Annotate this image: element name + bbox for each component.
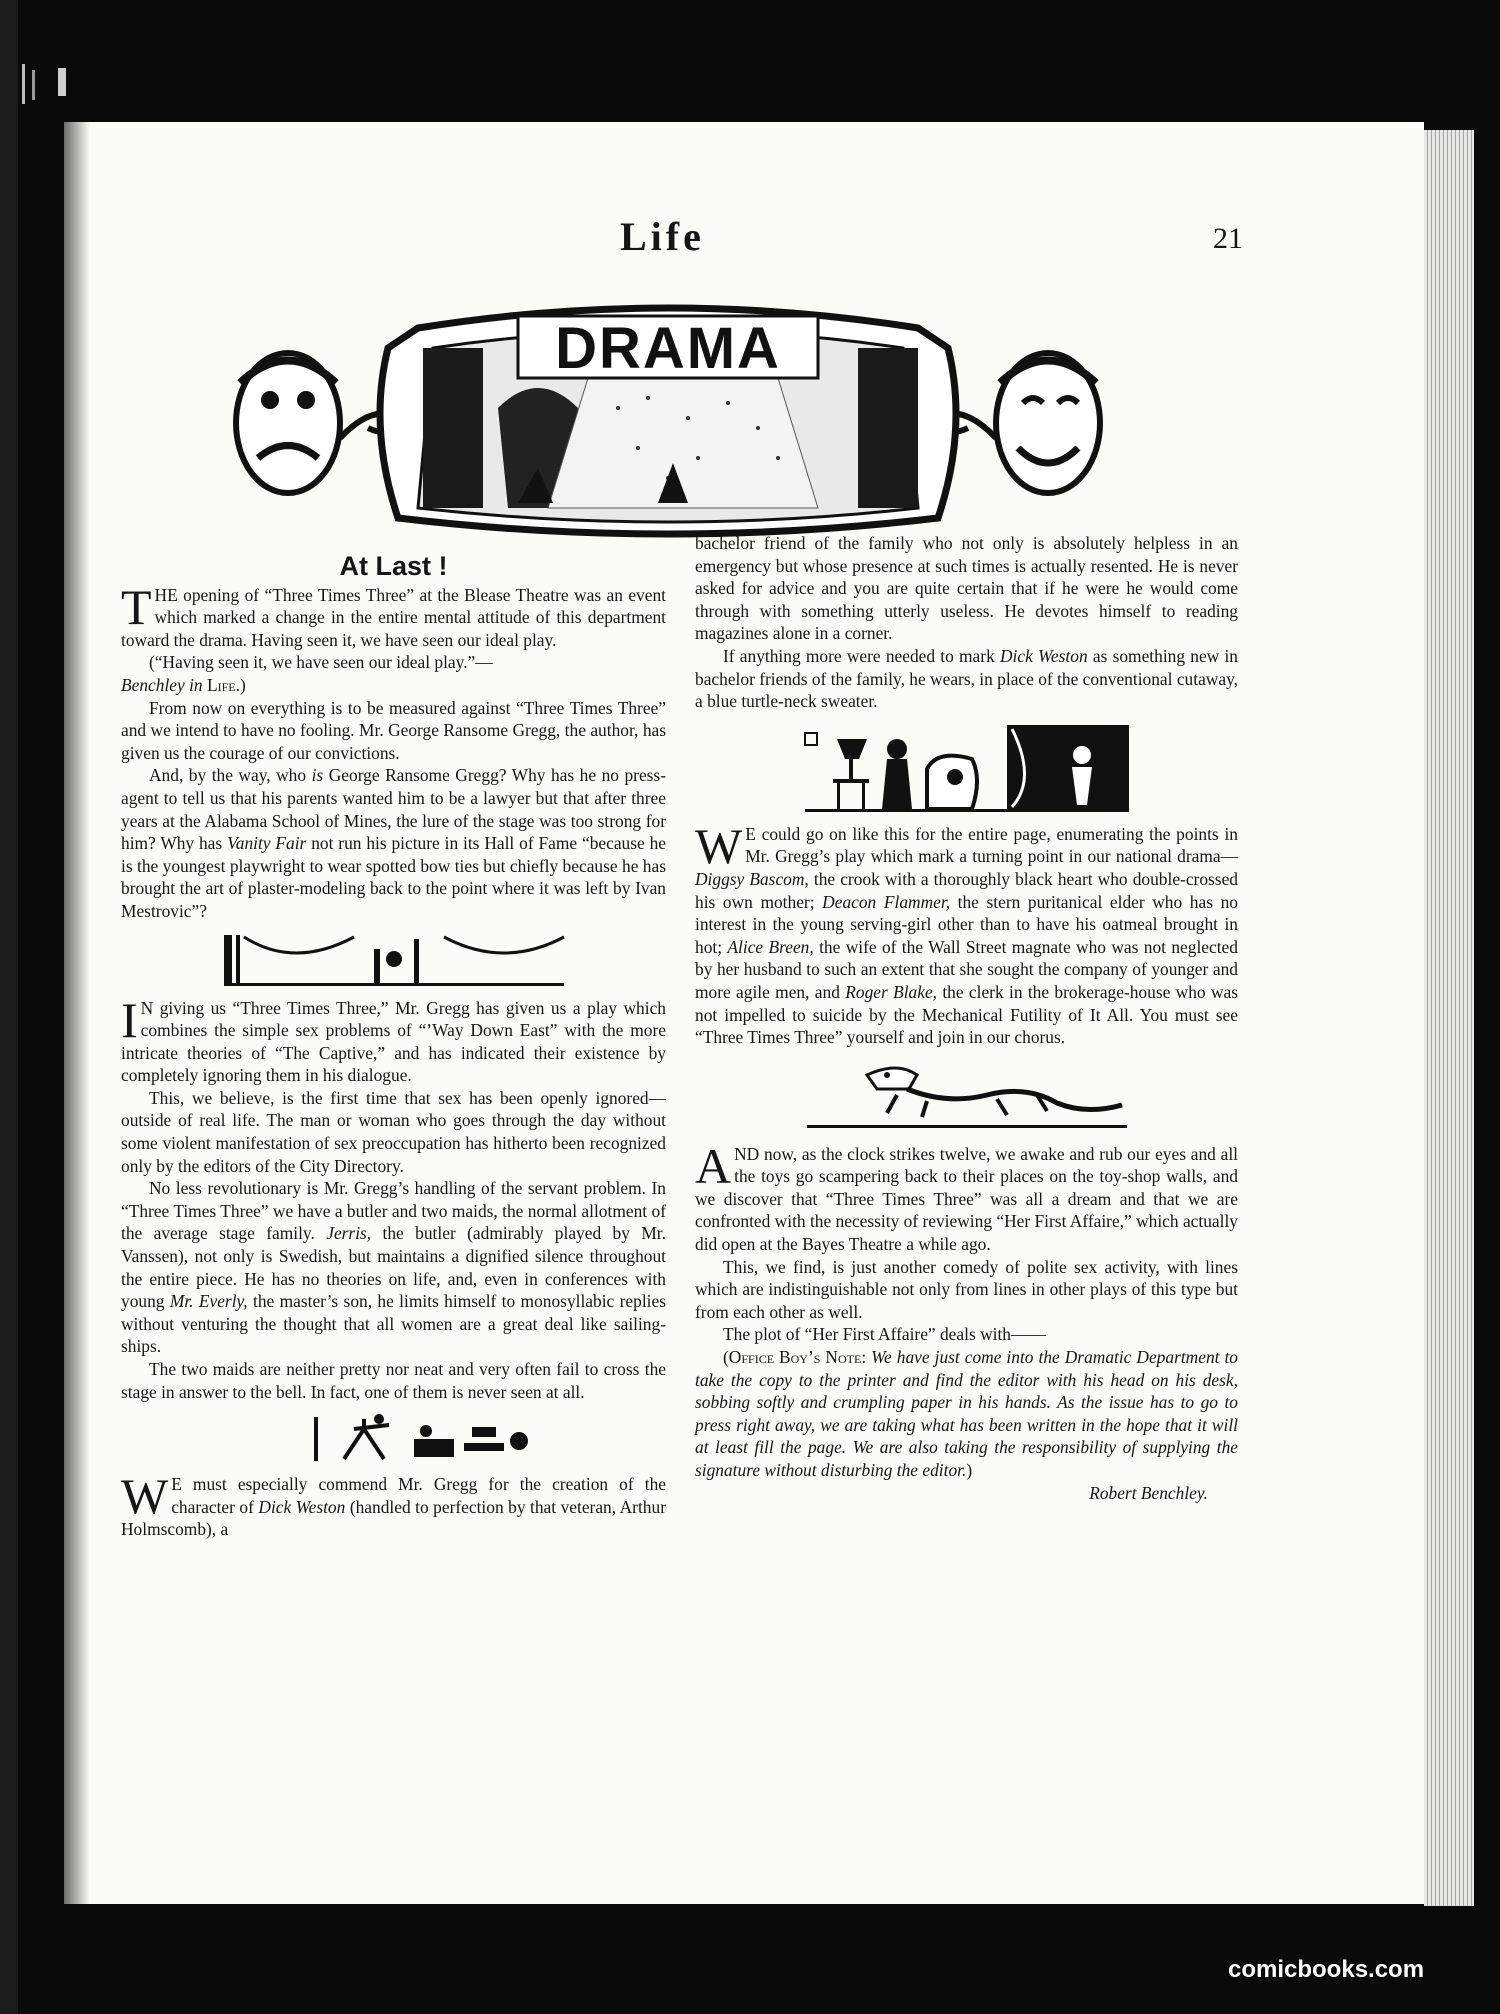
paragraph: (“Having seen it, we have seen our ideal play.”— Benchley in Life.) — [121, 652, 493, 695]
stage-curtain-vignette — [214, 929, 574, 989]
paragraph: This, we find, is just another comedy of polite sex activity, with lines which are indistinguishable not only from lines in other plays of this type but from each other as well. — [695, 1256, 1238, 1322]
paragraph: W E could go on like this for the entire page, enumerating the points in Mr. Gregg’s play which mark a turning point in our national drama—Diggsy Bascom, the crook with a thoroughly black heart who double-crossed his own mother; Deacon Flammer, the stern puritanical elder who has no interest in the young serving-girl other than to have his oatmeal brought in hot; Alice Breen, the wife of the Wall Street magnate who was not neglected by her husband to such an extent that she sought the company of younger and more agile men, and Roger Blake, the clerk in the brokerage-house who was not impelled to suicide by the Mechanical Futility of It All. You must see “Three Times Three” yourself and join in our chorus. — [695, 817, 1238, 1048]
paragraph: AND now, as the clock strikes twelve, we awake and rub our eyes and all the toys go scampering back to their places on the toy-shop walls, and we discover that “Three Times Three” was all a dream and that we are confronted with the necessity of reviewing “Her First Affaire,” which actually did open at the Bayes Theatre a while ago. — [695, 1137, 1238, 1255]
book-spine-shadow — [0, 0, 18, 2014]
drop-cap: A — [695, 1137, 732, 1194]
paragraph: (Office Boy’s Note: We have just come into the Dramatic Department to take the copy to the printer and find the editor with his head on his desk, sobbing softly and crumpling paper in his hands. As the issue has to go to press right away, we are taking what has been written in the hope that it will at least fill the page. We are also taking the responsibility of supplying the signature without disturbing the editor.) — [695, 1347, 1239, 1480]
paragraph: This, we believe, is the first time that sex has been openly ignored—outside of real life. The man or woman who goes through the day without some violent manifestation of sex preoccupation has hitherto been recognized only by the editors of the City Directory. — [121, 1087, 666, 1176]
masthead-title: Life — [620, 214, 705, 259]
drop-cap: W — [121, 1468, 169, 1525]
parlor-scene-vignette — [797, 719, 1137, 815]
gutter-shadow — [64, 122, 90, 1904]
drama-heading: DRAMA — [555, 316, 781, 381]
paragraph: From now on everything is to be measured against “Three Times Three” and we intend to have no fooling. Mr. George Ransome Gregg, the author, has given us the courage of our convictions. — [121, 697, 666, 763]
article-column-left — [121, 551, 667, 1541]
paragraph: I N giving us “Three Times Three,” Mr. Gregg has given us a play which combines the simple sex problems of “’Way Down East” with the more intricate theories of “The Captive,” and has indicated their existence by completely ignoring them in his dialogue. — [121, 991, 666, 1086]
paragraph: W E must especially commend Mr. Gregg for the creation of the character of Dick Weston (handled to perfection by that veteran, Arthur Holmscomb), a — [121, 1468, 666, 1540]
article-title: At Last ! — [339, 551, 448, 581]
page-number: 21 — [1213, 222, 1243, 255]
paragraph: No less revolutionary is Mr. Gregg’s handling of the servant problem. In “Three Times Three” we have a butler and two maids, the normal allotment of the average stage family. Jerris, the butler (admirably played by Mr. Vanssen), not only is Swedish, but maintains a dignified silence throughout the entire piece. He has no theories on life, and, even in conferences with young Mr. Everly, the master’s son, he limits himself to monosyllabic replies without venturing the thought that all women are a great deal like sailing-ships. — [121, 1178, 666, 1357]
paragraph: The two maids are neither pretty nor neat and very often fail to cross the stage in answer to the bell. In fact, one of them is never seen at all. — [121, 1359, 666, 1402]
paragraph: If anything more were needed to mark Dick Weston as something new in bachelor friends of the family, he wears, in place of the conventional cutaway, a blue turtle-neck sweater. — [695, 645, 1238, 712]
paragraph: THE opening of “Three Times Three” at the Blease Theatre was an event which marked a change in the entire mental attitude of this department toward the drama. Having seen it, we have seen our ideal play. — [121, 578, 666, 650]
source-watermark: comicbooks.com — [1228, 1956, 1425, 1983]
paragraph: bachelor friend of the family who not only is absolutely helpless in an emergency but whose presence at such times is actually resented. He is never asked for advice and you are quite certain that if he were he would come through with something utterly useless. He devotes himself to reading magazines alone in a corner. — [695, 533, 1238, 644]
dragon-toy-vignette — [797, 1055, 1137, 1135]
binding-marks — [18, 60, 78, 120]
article-column-right — [695, 532, 1238, 1504]
drop-cap: T — [121, 578, 152, 635]
paragraph: And, by the way, who is George Ransome Gregg? Why has he no press-agent to tell us that his parents wanted him to be a lawyer but that after three years at the Alabama School of Mines, the lure of the stage was too strong for him? Why has Vanity Fair not run his picture in its Hall of Fame “because he is the youngest playwright to wear spotted bow ties but chiefly because he has brought the art of plaster-modeling back to the point where it was left by Ivan Mestrovic”? — [121, 765, 667, 921]
drop-cap: W — [695, 817, 743, 874]
author-signature: Robert Benchley. — [1089, 1482, 1208, 1503]
servants-vignette — [214, 1409, 574, 1465]
paragraph: The plot of “Her First Affaire” deals with—— — [723, 1324, 1046, 1345]
drop-cap: I — [121, 991, 138, 1048]
page-edges — [1424, 130, 1474, 1906]
drama-banner-illustration — [218, 288, 1118, 546]
